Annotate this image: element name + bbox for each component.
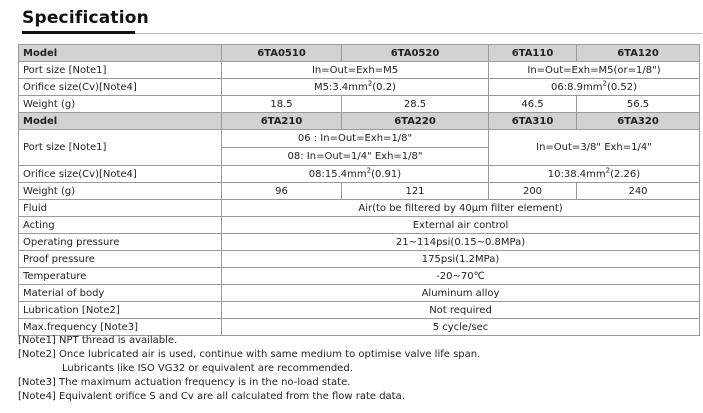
fluid-row [19,200,700,217]
value-cell: 121 [342,183,489,200]
row-label: Port size [Note1] [19,62,222,79]
acting-row [19,217,700,234]
material-row [19,285,700,302]
model-cell: 6TA0520 [342,45,489,62]
model-cell: 6TA320 [577,113,700,130]
row-label: Model [19,45,222,62]
temperature-row [19,268,700,285]
value-cell: 28.5 [342,96,489,113]
note-4: [Note4] Equivalent orifice S and Cv are all calculated from the flow rate data. [18,391,405,402]
model-cell: 6TA110 [489,45,577,62]
value-cell: 18.5 [222,96,342,113]
value-cell: Air(to be filtered by 40μm filter element) [222,200,700,217]
value-cell: $M5:3.4mm^2(0.2)$ [222,79,489,96]
value-cell: In=Out=Exh=M5 [222,62,489,79]
heading-underline [22,31,135,34]
row-label: Operating pressure [19,234,222,251]
row-label: Model [19,113,222,130]
note-3: [Note3] The maximum actuation frequency is in the no-load state. [18,377,351,388]
note-2: [Note2] Once lubricated air is used, continue with same medium to optimise valve life span. [18,349,481,360]
row-label: Orifice size(Cv)[Note4] [19,166,222,183]
specification-table [18,44,700,336]
max-frequency-row [19,319,700,336]
value-cell: In=Out=3/8" Exh=1/4" [489,130,700,166]
model-cell: 6TA310 [489,113,577,130]
value-cell: 56.5 [577,96,700,113]
value-cell: 46.5 [489,96,577,113]
row-label: Acting [19,217,222,234]
value-cell: $08:15.4mm^2(0.91)$ [222,166,489,183]
row-label: Weight (g) [19,183,222,200]
model-cell: 6TA0510 [222,45,342,62]
model-cell: 6TA220 [342,113,489,130]
model-cell: 6TA210 [222,113,342,130]
value-cell: External air control [222,217,700,234]
value-cell: 175psi(1.2MPa) [222,251,700,268]
note-2-continued: Lubricants like ISO VG32 or equivalent are recommended. [62,363,353,374]
orifice-row-2 [19,166,700,183]
row-label: Orifice size(Cv)[Note4] [19,79,222,96]
lubrication-row [19,302,700,319]
value-cell: $10:38.4mm^2(2.26)$ [489,166,700,183]
note-1: [Note1] NPT thread is available. [18,335,178,346]
value-cell: Not required [222,302,700,319]
notes-section [18,334,699,404]
value-cell: 96 [222,183,342,200]
value-cell: 08: In=Out=1/4" Exh=1/8" [222,148,489,166]
value-cell: In=Out=Exh=M5(or=1/8") [489,62,700,79]
value-cell: 200 [489,183,577,200]
proof-pressure-row [19,251,700,268]
row-label: Temperature [19,268,222,285]
value-cell: 06 : In=Out=Exh=1/8" [222,130,489,148]
orifice-row-1 [19,79,700,96]
spec-heading-area [22,8,702,36]
value-cell: $06:8.9mm^2(0.52)$ [489,79,700,96]
value-cell: 240 [577,183,700,200]
value-cell: Aluminum alloy [222,285,700,302]
model-cell: 6TA120 [577,45,700,62]
row-label: Port size [Note1] [19,130,222,166]
row-label: Material of body [19,285,222,302]
page-title: Specification [22,8,149,28]
operating-pressure-row [19,234,700,251]
value-cell: 21~114psi(0.15~0.8MPa) [222,234,700,251]
weight-row-1 [19,96,700,113]
value-cell: 5 cycle/sec [222,319,700,336]
port-size-row-1 [19,62,700,79]
row-label: Fluid [19,200,222,217]
weight-row-2 [19,183,700,200]
port-size-row-2a [19,130,700,148]
row-label: Proof pressure [19,251,222,268]
row-label: Weight (g) [19,96,222,113]
row-label: Lubrication [Note2] [19,302,222,319]
model-header-row-1 [19,45,700,62]
value-cell: -20~70℃ [222,268,700,285]
row-label: Max.frequency [Note3] [19,319,222,336]
model-header-row-2 [19,113,700,130]
